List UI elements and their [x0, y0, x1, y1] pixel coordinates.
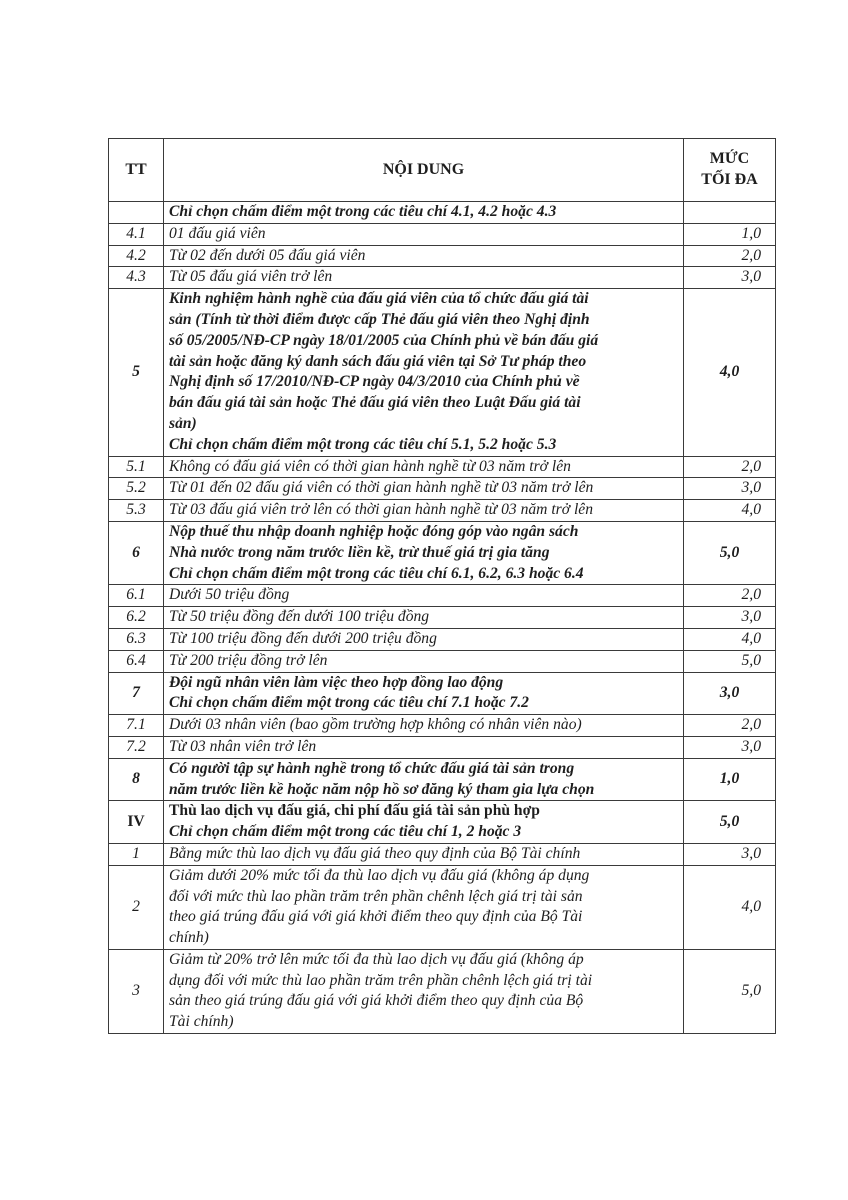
content-line: chính)	[169, 929, 209, 947]
row-number: 4.2	[109, 245, 164, 267]
content-line: số 05/2005/NĐ-CP ngày 18/01/2005 của Chính phủ về bán đấu giá	[169, 331, 599, 349]
content-line: Chỉ chọn chấm điểm một trong các tiêu chí 1, 2 hoặc 3	[169, 823, 522, 841]
content-line: Dưới 03 nhân viên (bao gồm trường hợp không có nhân viên nào)	[169, 716, 582, 734]
max-score: 4,0	[684, 289, 776, 456]
row-number: 5	[109, 289, 164, 456]
criteria-group-row	[109, 521, 776, 584]
row-content	[164, 267, 684, 289]
content-line: sản)	[169, 414, 197, 432]
row-content	[164, 478, 684, 500]
criteria-row	[109, 245, 776, 267]
max-score	[684, 202, 776, 224]
content-line: Từ 100 triệu đồng đến dưới 200 triệu đồng	[169, 629, 437, 647]
row-content	[164, 245, 684, 267]
criteria-row	[109, 628, 776, 650]
max-score: 3,0	[684, 672, 776, 715]
criteria-group-row	[109, 801, 776, 844]
row-number: 2	[109, 865, 164, 949]
content-line: theo giá trúng đấu giá với giá khởi điểm theo quy định của Bộ Tài	[169, 908, 583, 926]
row-content	[164, 650, 684, 672]
row-content	[164, 456, 684, 478]
row-content	[164, 672, 684, 715]
max-score: 1,0	[684, 223, 776, 245]
max-score: 5,0	[684, 521, 776, 584]
content-line: Từ 05 đấu giá viên trở lên	[169, 268, 333, 286]
header-max	[684, 139, 776, 202]
row-number: 7	[109, 672, 164, 715]
row-number: 6.2	[109, 607, 164, 629]
row-content	[164, 736, 684, 758]
row-number: 4.1	[109, 223, 164, 245]
max-score: 3,0	[684, 607, 776, 629]
row-content	[164, 758, 684, 801]
row-number: 7.1	[109, 715, 164, 737]
criteria-row	[109, 456, 776, 478]
row-number: 4.3	[109, 267, 164, 289]
criteria-row	[109, 267, 776, 289]
content-line: Thù lao dịch vụ đấu giá, chi phí đấu giá tài sản phù hợp	[169, 802, 540, 820]
content-line: Nộp thuế thu nhập doanh nghiệp hoặc đóng góp vào ngân sách	[169, 522, 579, 540]
content-line: Từ 03 đấu giá viên trở lên có thời gian hành nghề từ 03 năm trở lên	[169, 501, 593, 519]
row-number: 1	[109, 843, 164, 865]
criteria-group-row	[109, 672, 776, 715]
max-score: 1,0	[684, 758, 776, 801]
content-line: Không có đấu giá viên có thời gian hành nghề từ 03 năm trở lên	[169, 457, 571, 475]
content-line: Tài chính)	[169, 1013, 234, 1031]
max-score: 2,0	[684, 585, 776, 607]
max-score: 4,0	[684, 500, 776, 522]
header-max-line1: MỨC	[709, 150, 750, 168]
criteria-row	[109, 585, 776, 607]
content-line: Giảm từ 20% trở lên mức tối đa thù lao dịch vụ đấu giá (không áp	[169, 950, 584, 968]
max-score: 2,0	[684, 456, 776, 478]
max-score: 4,0	[684, 865, 776, 949]
criteria-row	[109, 478, 776, 500]
table-body	[109, 202, 776, 1034]
criteria-row	[109, 223, 776, 245]
content-line: Dưới 50 triệu đồng	[169, 586, 290, 604]
criteria-row	[109, 865, 776, 949]
row-content	[164, 223, 684, 245]
row-number: 5.3	[109, 500, 164, 522]
row-number: 3	[109, 949, 164, 1033]
row-content	[164, 289, 684, 456]
row-number: 6.3	[109, 628, 164, 650]
header-content: NỘI DUNG	[164, 139, 684, 202]
max-score: 2,0	[684, 245, 776, 267]
content-line: tài sản hoặc đăng ký danh sách đấu giá viên tại Sở Tư pháp theo	[169, 352, 587, 370]
content-line: Từ 200 triệu đồng trở lên	[169, 651, 328, 669]
max-score: 5,0	[684, 949, 776, 1033]
criteria-row	[109, 736, 776, 758]
row-content	[164, 500, 684, 522]
content-line: Từ 03 nhân viên trở lên	[169, 737, 317, 755]
row-content	[164, 202, 684, 224]
criteria-row	[109, 843, 776, 865]
row-number: IV	[109, 801, 164, 844]
content-line: Kinh nghiệm hành nghề của đấu giá viên của tổ chức đấu giá tài	[169, 290, 589, 308]
content-line: Từ 50 triệu đồng đến dưới 100 triệu đồng	[169, 608, 430, 626]
criteria-group-row	[109, 289, 776, 456]
criteria-row	[109, 607, 776, 629]
content-line: Chỉ chọn chấm điểm một trong các tiêu chí 7.1 hoặc 7.2	[169, 694, 529, 712]
row-number: 6.4	[109, 650, 164, 672]
content-line: dụng đối với mức thù lao phần trăm trên phần chênh lệch giá trị tài	[169, 971, 593, 989]
criteria-group-row	[109, 202, 776, 224]
row-number	[109, 202, 164, 224]
max-score: 4,0	[684, 628, 776, 650]
row-content	[164, 607, 684, 629]
row-content	[164, 801, 684, 844]
row-content	[164, 585, 684, 607]
row-content	[164, 628, 684, 650]
max-score: 5,0	[684, 801, 776, 844]
row-content	[164, 865, 684, 949]
max-score: 2,0	[684, 715, 776, 737]
table-header	[109, 139, 776, 202]
content-line: Từ 01 đến 02 đấu giá viên có thời gian hành nghề từ 03 năm trở lên	[169, 479, 594, 497]
content-line: sản (Tính từ thời điểm được cấp Thẻ đấu giá viên theo Nghị định	[169, 310, 590, 328]
header-tt: TT	[109, 139, 164, 202]
row-content	[164, 843, 684, 865]
content-line: Nhà nước trong năm trước liền kề, trừ thuế giá trị gia tăng	[169, 543, 550, 561]
content-line: Chỉ chọn chấm điểm một trong các tiêu chí 4.1, 4.2 hoặc 4.3	[169, 203, 557, 220]
content-line: Bằng mức thù lao dịch vụ đấu giá theo quy định của Bộ Tài chính	[169, 844, 581, 862]
row-content	[164, 949, 684, 1033]
content-line: Chỉ chọn chấm điểm một trong các tiêu chí 5.1, 5.2 hoặc 5.3	[169, 435, 557, 453]
row-number: 6.1	[109, 585, 164, 607]
max-score: 3,0	[684, 478, 776, 500]
criteria-row	[109, 715, 776, 737]
criteria-row	[109, 949, 776, 1033]
content-line: Đội ngũ nhân viên làm việc theo hợp đồng lao động	[169, 673, 504, 691]
criteria-row	[109, 500, 776, 522]
row-content	[164, 715, 684, 737]
row-number: 7.2	[109, 736, 164, 758]
max-score: 5,0	[684, 650, 776, 672]
content-line: năm trước liền kề hoặc năm nộp hồ sơ đăng ký tham gia lựa chọn	[169, 780, 595, 798]
content-line: bán đấu giá tài sản hoặc Thẻ đấu giá viên theo Luật Đấu giá tài	[169, 394, 581, 412]
max-score: 3,0	[684, 736, 776, 758]
content-line: Có người tập sự hành nghề trong tổ chức đấu giá tài sản trong	[169, 759, 575, 777]
max-score: 3,0	[684, 843, 776, 865]
content-line: Nghị định số 17/2010/NĐ-CP ngày 04/3/2010 của Chính phủ về	[169, 373, 580, 391]
criteria-row	[109, 650, 776, 672]
row-number: 5.1	[109, 456, 164, 478]
header-max-line2: TỐI ĐA	[701, 171, 758, 188]
content-line: sản theo giá trúng đấu giá với giá khởi điểm theo quy định của Bộ	[169, 992, 584, 1010]
criteria-group-row	[109, 758, 776, 801]
row-number: 8	[109, 758, 164, 801]
max-score: 3,0	[684, 267, 776, 289]
content-line: Chỉ chọn chấm điểm một trong các tiêu chí 6.1, 6.2, 6.3 hoặc 6.4	[169, 564, 584, 582]
row-number: 5.2	[109, 478, 164, 500]
criteria-table	[108, 138, 776, 1034]
content-line: đối với mức thù lao phần trăm trên phần chênh lệch giá trị tài sản	[169, 887, 583, 905]
row-number: 6	[109, 521, 164, 584]
row-content	[164, 521, 684, 584]
content-line: Giảm dưới 20% mức tối đa thù lao dịch vụ đấu giá (không áp dụng	[169, 866, 590, 884]
content-line: 01 đấu giá viên	[169, 224, 266, 242]
content-line: Từ 02 đến dưới 05 đấu giá viên	[169, 246, 366, 264]
